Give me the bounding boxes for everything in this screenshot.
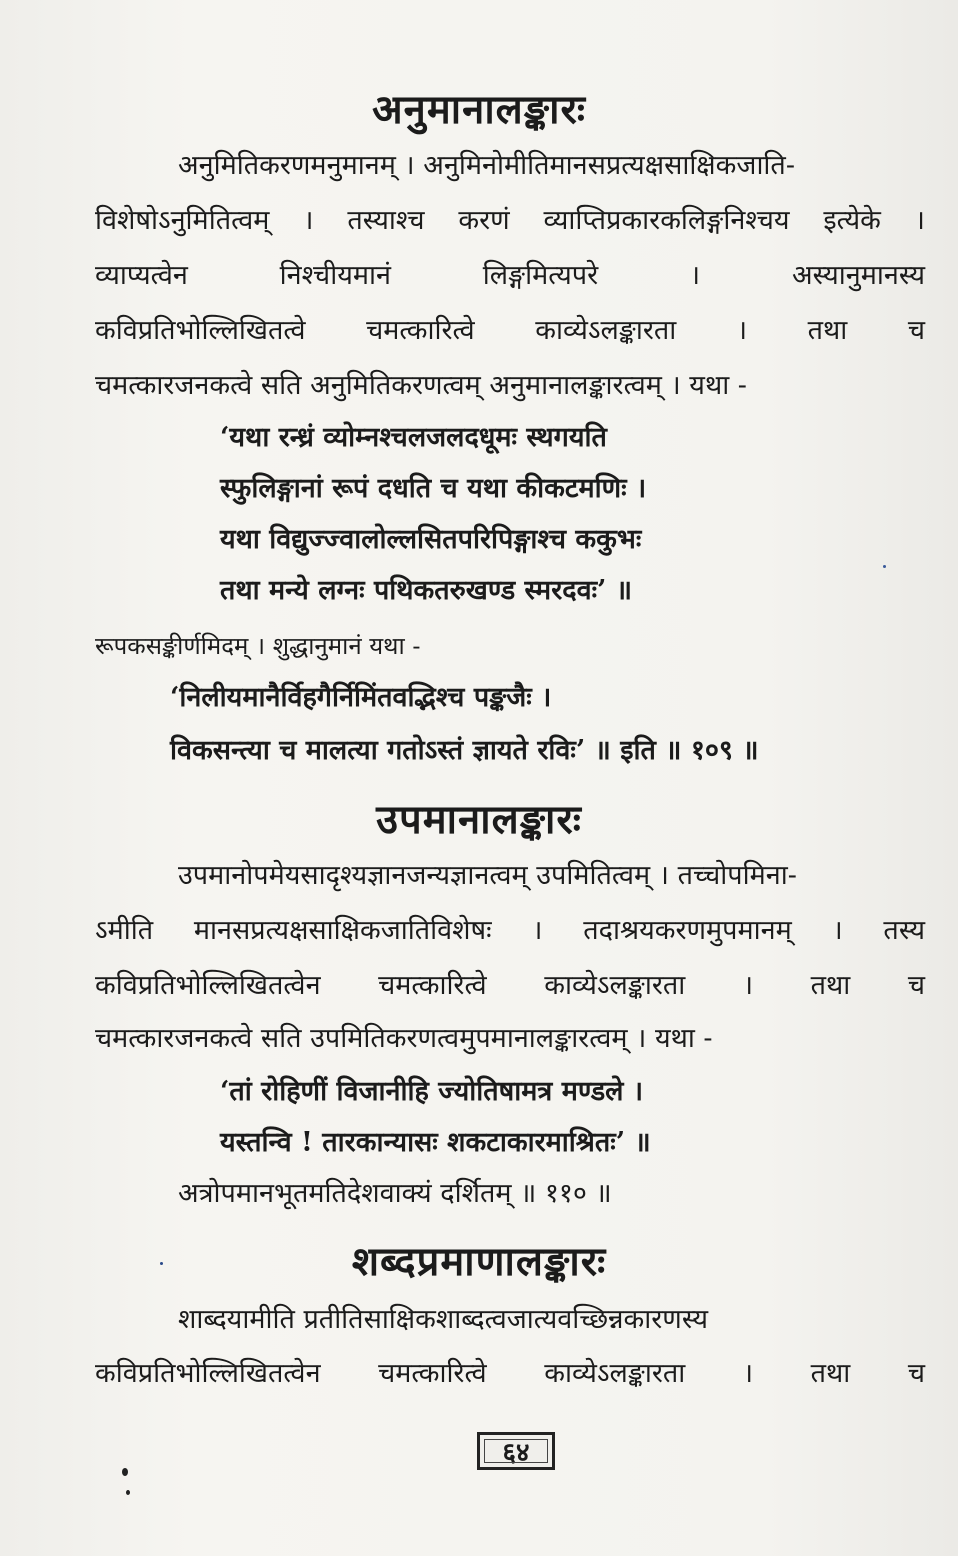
paragraph-line: अनुमितिकरणमनुमानम् । अनुमिनोमीतिमानसप्रत्यक्षसाक्षिकजाति- [178, 150, 795, 181]
verse-line: विकसन्त्या च मालत्या गतोऽस्तं ज्ञायते रविः’ ॥ इति ॥ १०९ ॥ [170, 735, 759, 766]
paragraph-line: चमत्कारजनकत्वे सति उपमितिकरणत्वमुपमानालङ्कारत्वम् । यथा - [95, 1023, 713, 1054]
verse-line: स्फुलिङ्गानां रूपं दधति च यथा कीकटमणिः । [220, 473, 647, 504]
verse-line: यथा विद्युज्ज्वालोल्लसितपरिपिङ्गाश्च ककुभः [220, 524, 642, 555]
paragraph-line: कविप्रतिभोल्लिखितत्वे चमत्कारित्वे काव्येऽलङ्कारता । तथा च [95, 315, 925, 346]
closing-line: अत्रोपमानभूतमतिदेशवाक्यं दर्शितम् ॥ ११० ॥ [178, 1178, 612, 1209]
paragraph-line: उपमानोपमेयसादृश्यज्ञानजन्यज्ञानत्वम् उपमितित्वम् । तच्चोपमिना- [178, 860, 797, 891]
ink-speck [883, 565, 886, 568]
section-heading-upamana: उपमानालङ्कारः [376, 796, 582, 843]
paragraph-line: विशेषोऽनुमितित्वम् । तस्याश्च करणं व्याप्तिप्रकारकलिङ्गनिश्चय इत्येके । [95, 205, 925, 236]
paragraph-line: व्याप्यत्वेन निश्चीयमानं लिङ्गमित्यपरे । अस्यानुमानस्य [95, 260, 925, 291]
bridge-line: रूपकसङ्कीर्णमिदम् । शुद्धानुमानं यथा - [95, 632, 421, 660]
paragraph-line: कविप्रतिभोल्लिखितत्वेन चमत्कारित्वे काव्येऽलङ्कारता । तथा च [95, 970, 925, 1001]
paragraph-line: चमत्कारजनकत्वे सति अनुमितिकरणत्वम् अनुमानालङ्कारत्वम् । यथा - [95, 370, 747, 401]
section-heading-shabdapramana: शब्दप्रमाणालङ्कारः [351, 1238, 607, 1285]
verse-line: ‘यथा रन्ध्रं व्योम्नश्चलजलदधूमः स्थगयति [220, 422, 607, 453]
paragraph-line: शाब्दयामीति प्रतीतिसाक्षिकशाब्दत्वजात्यवच्छिन्नकारणस्य [178, 1304, 708, 1335]
section-heading-anumana: अनुमानालङ्कारः [372, 86, 586, 133]
ink-speck [160, 1262, 163, 1265]
verse-line: यस्तन्वि ! तारकान्यासः शकटाकारमाश्रितः’ ॥ [220, 1127, 651, 1158]
verse-line: ‘निलीयमानैर्विहगैर्निमिंतवद्भिश्च पङ्कजैः । [170, 682, 552, 713]
ink-speck [126, 1490, 130, 1495]
paragraph-line: ऽमीति मानसप्रत्यक्षसाक्षिकजातिविशेषः । तदाश्रयकरणमुपमानम् । तस्य [95, 915, 925, 946]
paragraph-line: कविप्रतिभोल्लिखितत्वेन चमत्कारित्वे काव्येऽलङ्कारता । तथा च [95, 1358, 925, 1389]
ink-speck [122, 1468, 128, 1476]
page-number: ६४ [477, 1432, 555, 1470]
verse-line: ‘तां रोहिणीं विजानीहि ज्योतिषामत्र मण्डले । [220, 1076, 644, 1107]
verse-line: तथा मन्ये लग्नः पथिकतरुखण्ड स्मरदवः’ ॥ [220, 575, 633, 606]
